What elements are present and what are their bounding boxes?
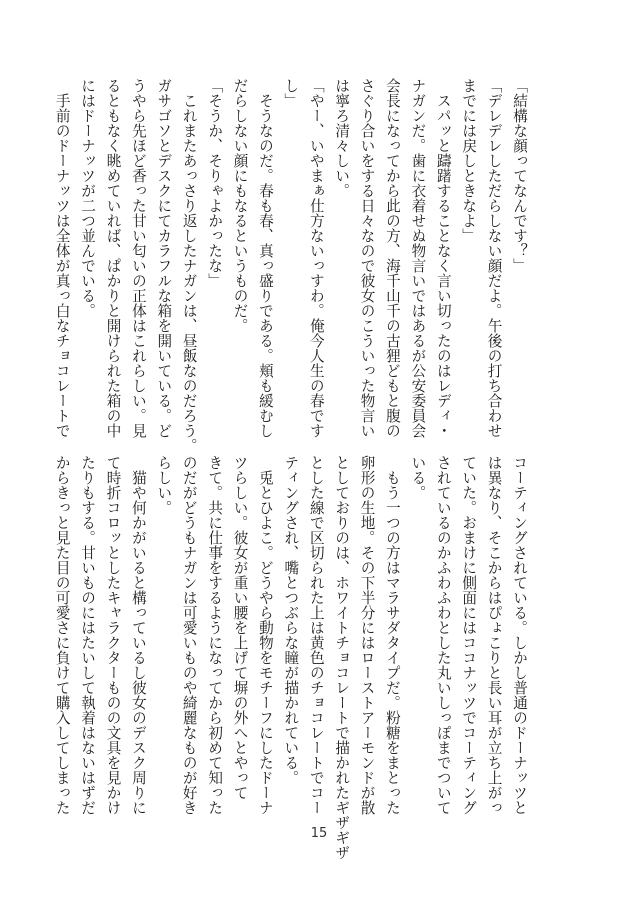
text-line: たりもする。甘いものにはたいして執着はないはずだ (79, 455, 97, 815)
text-line: そうなのだ。春も春、真っ盛りである。頬も緩むし (256, 78, 274, 438)
text-line: としておりのは、ホワイトチョコレートで描かれたギザギザ (333, 455, 351, 860)
text-line: るともなく眺めていれば、ぱかりと開けられた箱の中 (104, 78, 122, 438)
text-line: きて。共に仕事をするようになってから初めて知った (206, 455, 224, 815)
text-line: は異なり、そこからはぴょこりと長い耳が立ち上がっ (485, 455, 503, 815)
text-line: されているのかふわふわとした丸いしっぽまでついて (434, 455, 452, 815)
text-line: ティングされ、嘴とつぶらな瞳が描かれている。 (282, 455, 300, 785)
text-line: からきっと見た目の可愛さに負けて購入してしまった (53, 455, 71, 815)
text-line: ガサゴソとデスクにてカラフルな箱を開いている。ど (155, 78, 173, 438)
text-line: ツらしい。彼女が重い腰を上げて塀の外へとやって (231, 455, 249, 800)
text-line: 「結構な顔ってなんです？」 (511, 78, 528, 273)
text-line: 会長になってから此の方、海千山千の古狸どもと腹の (383, 78, 401, 438)
text-line: うやら先ほど香った甘い匂いの正体はこれらしい。見 (129, 78, 147, 438)
text-line: は寧ろ清々しい。 (333, 78, 351, 198)
text-line: までには戻しときなよ」 (460, 78, 478, 243)
text-line: 「デレデレしただらしない顔だよ。午後の打ち合わせ (485, 78, 503, 438)
text-line: ていた。おまけに側面にはココナッツでコーティング (460, 455, 478, 815)
text-line: とした線で区切られた上は黄色のチョコレートでコー (307, 455, 325, 815)
text-line: だらしない顔にもなるというものだ。 (231, 78, 249, 333)
text-line: 手前のドーナッツは全体が真っ白なチョコレートで (53, 78, 71, 438)
text-line: ナガンだ。歯に衣着せぬ物言いではあるが公安委員会 (409, 78, 427, 438)
text-line: て時折コロッとしたキャラクターものの文具を見かけ (104, 455, 122, 815)
text-line: し」 (282, 78, 300, 108)
text-line: さぐり合いをする日々なので彼女のこういった物言い (358, 78, 376, 438)
text-line: これまたあっさり返したナガンは、昼飯なのだろう。 (180, 78, 198, 453)
text-line: スパッと躊躇することなく言い切ったのはレディ・ (434, 78, 452, 438)
text-line: もう一つの方はマラサダタイプだ。粉糖をまとった (383, 455, 401, 815)
text-line: いる。 (409, 455, 427, 500)
text-line: にはドーナッツが二つ並んでいる。 (79, 78, 97, 318)
text-line: 兎とひよこ。どうやら動物をモチーフにしたドーナ (256, 455, 274, 815)
text-line: コーティングされている。しかし普通のドーナッツと (511, 455, 528, 815)
text-line: のだがどうもナガンは可愛いものや綺麗なものが好き (180, 455, 198, 815)
text-line: 卵形の生地。その下半分にはローストアーモンドが散 (358, 455, 376, 815)
page-number: 15 (310, 826, 328, 841)
text-line: 「そうか、そりゃよかったな」 (206, 78, 224, 288)
text-line: らしい。 (155, 455, 173, 515)
upper-text-block (53, 78, 532, 453)
text-line: 猫や何かがいると構っているし彼女のデスク周りに (129, 455, 147, 815)
text-line: 「やー、いやまぁ仕方ないっすわ。俺今人生の春です (307, 78, 325, 438)
